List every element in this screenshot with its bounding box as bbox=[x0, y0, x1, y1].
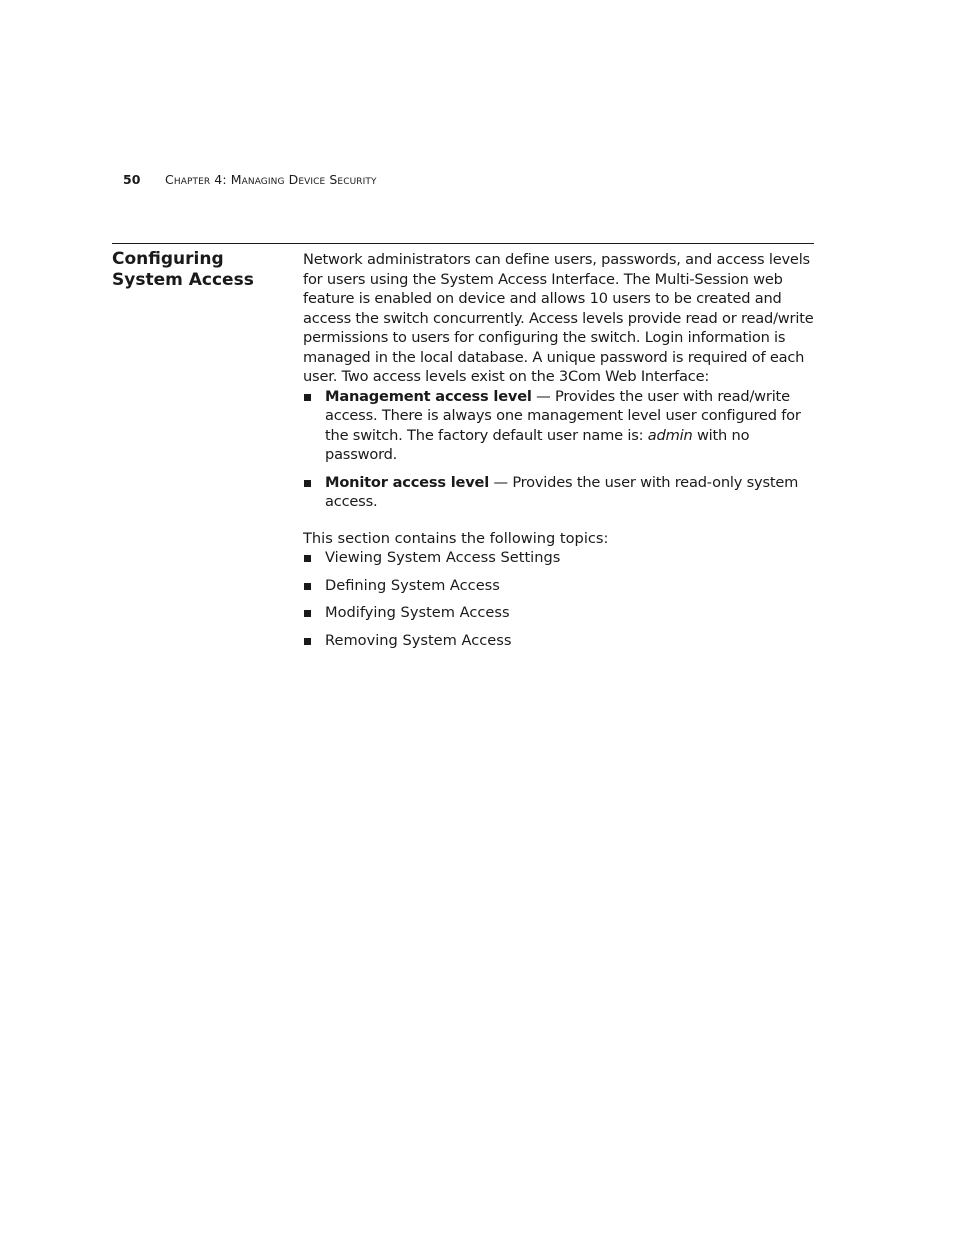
square-bullet-icon bbox=[304, 610, 311, 617]
access-level-description-end: with no password. bbox=[325, 426, 750, 463]
page-number: 50 bbox=[123, 172, 141, 187]
access-level-description: — Provides the user with read-only system access. bbox=[325, 473, 799, 510]
access-level-list bbox=[303, 387, 818, 512]
topics-list bbox=[303, 548, 818, 650]
square-bullet-icon bbox=[304, 480, 311, 487]
list-item bbox=[303, 548, 818, 568]
list-item bbox=[303, 631, 818, 651]
section-body bbox=[303, 250, 818, 650]
intro-paragraph: Network administrators can define users, passwords, and access levels for users using the System Access Interface. The Multi-Session web feature is enabled on device and allows 10 users to be created and access the switch concurrently. Access levels provide read or read/write permissions to users for configuring the switch. Login information is managed in the local database. A unique password is required of each user. Two access levels exist on the 3Com Web Interface: bbox=[303, 251, 814, 385]
section-divider bbox=[112, 243, 814, 244]
running-header bbox=[123, 172, 377, 188]
topics-lead: This section contains the following topics: bbox=[303, 529, 609, 547]
default-username: admin bbox=[647, 426, 693, 444]
square-bullet-icon bbox=[304, 638, 311, 645]
square-bullet-icon bbox=[304, 555, 311, 562]
access-level-description: — Provides the user with read/write access. There is always one management level user configured for the switch. The factory default user name is: bbox=[325, 387, 801, 444]
square-bullet-icon bbox=[304, 583, 311, 590]
topic-label: Removing System Access bbox=[325, 631, 512, 649]
section-heading: Configuring System Access bbox=[112, 249, 254, 290]
list-item bbox=[303, 603, 818, 623]
topic-label: Modifying System Access bbox=[325, 604, 510, 621]
access-level-term: Management access level bbox=[325, 387, 532, 405]
topic-label: Viewing System Access Settings bbox=[325, 549, 561, 566]
topic-label: Defining System Access bbox=[325, 576, 500, 594]
list-item bbox=[303, 387, 818, 465]
list-item bbox=[303, 473, 818, 512]
square-bullet-icon bbox=[304, 394, 311, 401]
list-item bbox=[303, 576, 818, 596]
chapter-title: Chapter 4: Managing Device Security bbox=[165, 172, 377, 187]
access-level-term: Monitor access level bbox=[325, 473, 490, 491]
